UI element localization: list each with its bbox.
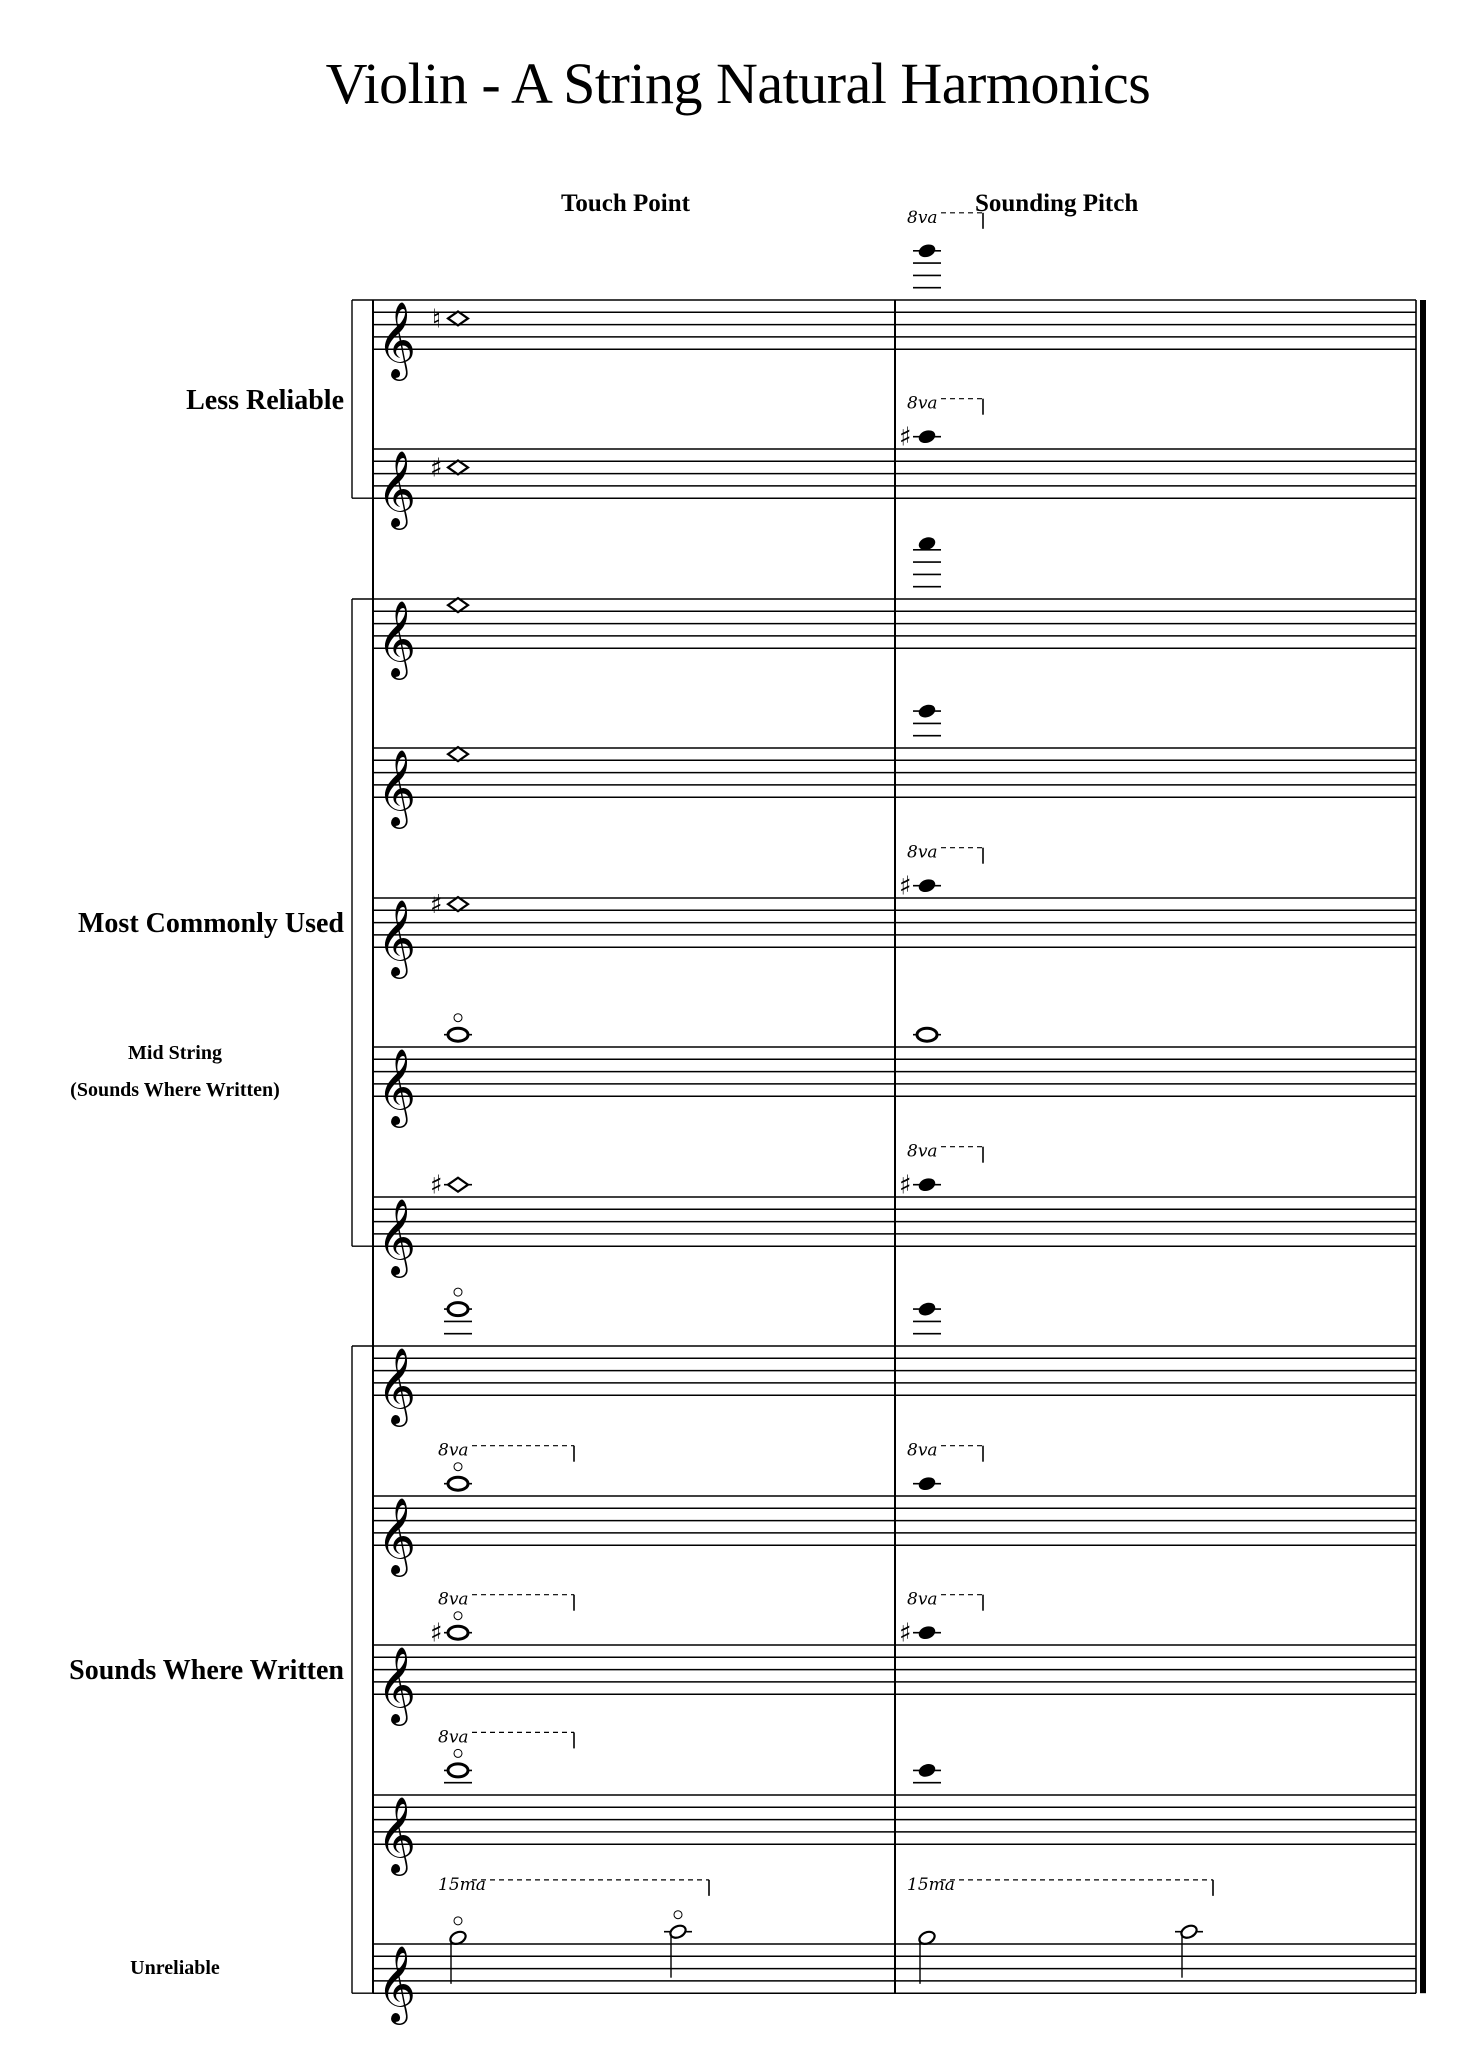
- column-header-sounding-pitch: Sounding Pitch: [975, 190, 1139, 217]
- whole-notehead: [448, 1028, 468, 1041]
- sharp-icon: ♯: [430, 453, 443, 484]
- label-unreliable: Unreliable: [130, 1957, 220, 1979]
- page-title: Violin - A String Natural Harmonics: [325, 51, 1151, 116]
- treble-clef-icon: 𝄞: [377, 301, 417, 379]
- harmonic-circle-icon: [454, 1463, 462, 1471]
- whole-notehead: [448, 1303, 468, 1316]
- label-most-commonly-used: Most Commonly Used: [78, 908, 344, 939]
- ottava-mark: 8va: [907, 1589, 938, 1610]
- treble-clef-icon: 𝄞: [377, 899, 417, 977]
- treble-clef-icon: 𝄞: [377, 1198, 417, 1276]
- filled-notehead: [917, 1176, 937, 1193]
- whole-notehead: [448, 1764, 468, 1777]
- ottava-mark: 8va: [907, 842, 938, 863]
- sharp-icon: ♯: [430, 1170, 443, 1201]
- filled-notehead: [917, 703, 937, 720]
- ottava-mark: 15ma: [438, 1874, 486, 1895]
- ottava-mark: 8va: [907, 393, 938, 414]
- label-sounds-where-written: Sounds Where Written: [69, 1655, 344, 1686]
- final-thick-barline: [1420, 300, 1426, 1993]
- filled-notehead: [917, 1762, 937, 1779]
- filled-notehead: [917, 428, 937, 445]
- column-header-touch-point: Touch Point: [561, 190, 690, 217]
- harmonic-diamond-note: [448, 1178, 468, 1192]
- ottava-mark: 8va: [907, 1440, 938, 1461]
- filled-notehead: [917, 1475, 937, 1492]
- harmonic-circle-icon: [454, 1917, 462, 1925]
- sharp-icon: ♯: [899, 422, 912, 453]
- sharp-icon: ♯: [430, 1618, 443, 1649]
- sharp-icon: ♯: [430, 890, 443, 921]
- harmonic-circle-icon: [454, 1749, 462, 1757]
- treble-clef-icon: 𝄞: [377, 450, 417, 528]
- treble-clef-icon: 𝄞: [377, 1945, 417, 2023]
- harmonic-circle-icon: [454, 1014, 462, 1022]
- filled-notehead: [917, 242, 937, 259]
- treble-clef-icon: 𝄞: [377, 1347, 417, 1425]
- whole-notehead: [917, 1028, 937, 1041]
- label-less-reliable: Less Reliable: [186, 385, 344, 416]
- ottava-mark: 8va: [907, 1141, 938, 1162]
- sharp-icon: ♯: [899, 1170, 912, 1201]
- label-mid-string-line1: Mid String: [128, 1042, 222, 1064]
- label-mid-string-line2: (Sounds Where Written): [70, 1079, 280, 1101]
- filled-notehead: [917, 1301, 937, 1318]
- treble-clef-icon: 𝄞: [377, 1048, 417, 1126]
- harmonic-circle-icon: [454, 1612, 462, 1620]
- sharp-icon: ♯: [899, 1618, 912, 1649]
- sharp-icon: ♯: [899, 871, 912, 902]
- treble-clef-icon: 𝄞: [377, 1646, 417, 1724]
- whole-notehead: [448, 1477, 468, 1490]
- natural-icon: ♮: [432, 304, 442, 335]
- whole-notehead: [448, 1626, 468, 1639]
- harmonic-diamond-note: [448, 897, 468, 911]
- ottava-mark: 8va: [907, 207, 938, 228]
- ottava-mark: 8va: [438, 1589, 469, 1610]
- harmonic-circle-icon: [454, 1288, 462, 1296]
- filled-notehead: [917, 1624, 937, 1641]
- harmonic-diamond-note: [448, 460, 468, 474]
- treble-clef-icon: 𝄞: [377, 1497, 417, 1575]
- treble-clef-icon: 𝄞: [377, 600, 417, 678]
- ottava-mark: 8va: [438, 1440, 469, 1461]
- harmonic-diamond-note: [448, 747, 468, 761]
- ottava-mark: 8va: [438, 1727, 469, 1748]
- treble-clef-icon: 𝄞: [377, 749, 417, 827]
- harmonic-circle-icon: [674, 1911, 682, 1919]
- treble-clef-icon: 𝄞: [377, 1796, 417, 1874]
- harmonic-diamond-note: [448, 598, 468, 612]
- harmonic-diamond-note: [448, 311, 468, 325]
- filled-notehead: [917, 877, 937, 894]
- ottava-mark: 15ma: [907, 1874, 955, 1895]
